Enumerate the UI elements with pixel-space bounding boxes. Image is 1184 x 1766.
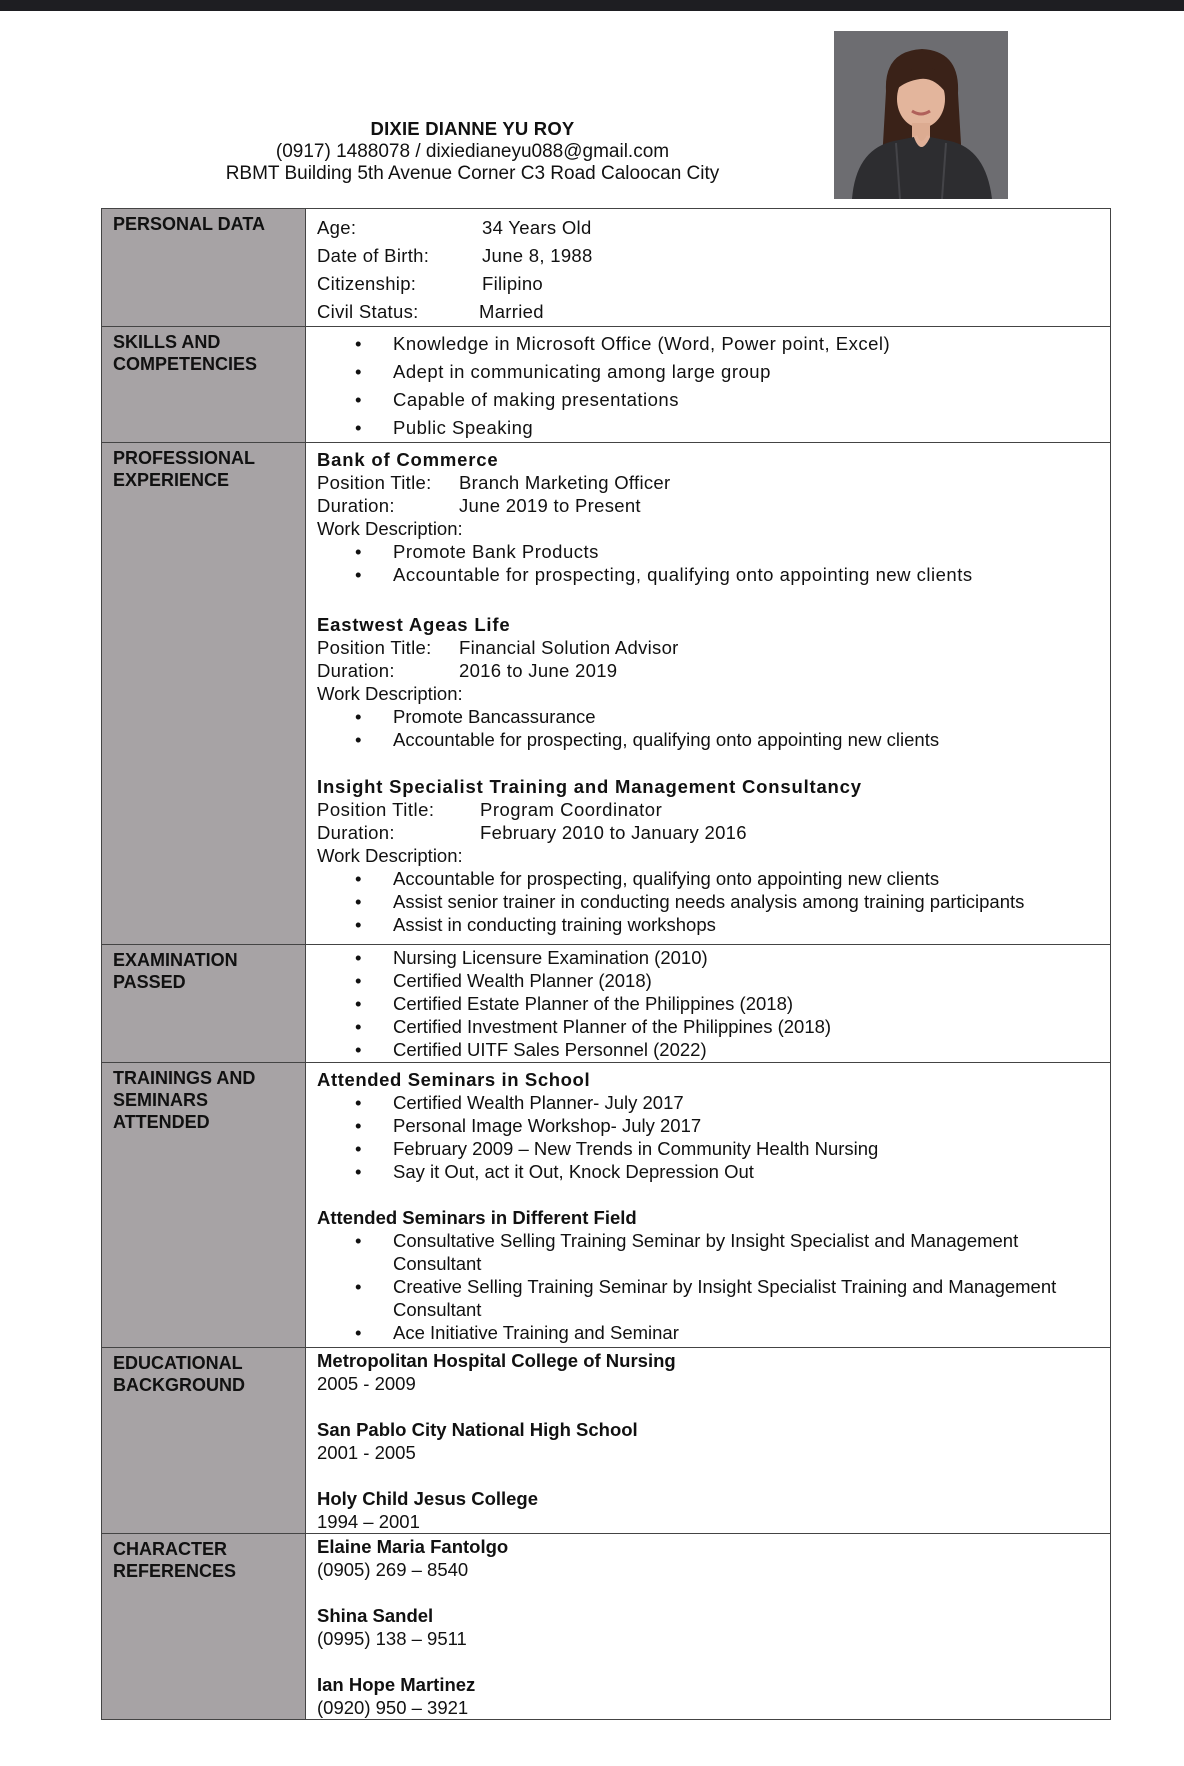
field-key: Age:: [317, 217, 357, 238]
job-duration: 2016 to June 2019: [459, 660, 618, 681]
reference-phone: (0920) 950 – 3921: [317, 1697, 469, 1718]
school-years: 2005 - 2009: [317, 1373, 416, 1394]
field-key: Duration:: [317, 495, 395, 516]
company-name: Eastwest Ageas Life: [317, 614, 511, 635]
section-label: [102, 1534, 306, 1720]
list-item: • Creative Selling Training Seminar by Insight Specialist Training and Management Consultant: [317, 1275, 1100, 1321]
company-name: Bank of Commerce: [317, 449, 499, 470]
field-key: Duration:: [317, 822, 395, 843]
label-line: TRAININGS AND: [113, 1068, 256, 1088]
field-key: Date of Birth:: [317, 245, 430, 266]
label-line: SKILLS AND: [113, 332, 221, 352]
list-item: • Certified Wealth Planner (2018): [317, 969, 1100, 992]
list-item: • Certified Wealth Planner- July 2017: [317, 1091, 1100, 1114]
list-item: • Consultative Selling Training Seminar by Insight Specialist and Management Consultant: [317, 1229, 1100, 1275]
list-item: • Accountable for prospecting, qualifying onto appointing new clients: [317, 867, 1100, 890]
label-line: PERSONAL DATA: [113, 214, 266, 234]
list-item: • Certified Investment Planner of the Philippines (2018): [317, 1015, 1100, 1038]
list-item: • Accountable for prospecting, qualifying onto appointing new clients: [317, 728, 1100, 751]
label-line: PASSED: [113, 972, 186, 992]
reference-name: Ian Hope Martinez: [317, 1674, 476, 1695]
reference-phone: (0905) 269 – 8540: [317, 1559, 469, 1580]
list-item: • Public Speaking: [317, 414, 1100, 442]
section-label: [102, 1348, 306, 1534]
field-row: [317, 494, 1100, 517]
section-trainings: [102, 1063, 1111, 1348]
label-line: REFERENCES: [113, 1561, 237, 1581]
applicant-name: DIXIE DIANNE YU ROY: [370, 118, 575, 139]
job-entry: [317, 448, 1100, 586]
section-label: [102, 1063, 306, 1348]
field-row: [317, 798, 1100, 821]
list-item: • Certified Estate Planner of the Philippines (2018): [317, 992, 1100, 1015]
section-references: [102, 1534, 1111, 1720]
section-content: [306, 1348, 1111, 1534]
profile-photo: [834, 31, 1008, 199]
job-duration: June 2019 to Present: [459, 495, 641, 516]
list-item: • Promote Bancassurance: [317, 705, 1100, 728]
field-key: Citizenship:: [317, 273, 417, 294]
resume-table: [101, 208, 1111, 1720]
list-item: • Knowledge in Microsoft Office (Word, Power point, Excel): [317, 330, 1100, 358]
label-line: EXPERIENCE: [113, 470, 230, 490]
section-exams: [102, 945, 1111, 1063]
list-item: • Assist in conducting training workshops: [317, 913, 1100, 936]
list-item: • Nursing Licensure Examination (2010): [317, 946, 1100, 969]
job-title: Program Coordinator: [480, 799, 663, 820]
top-bar: [0, 0, 1184, 11]
section-label: [102, 327, 306, 443]
reference-name: Elaine Maria Fantolgo: [317, 1536, 509, 1557]
address: RBMT Building 5th Avenue Corner C3 Road Caloocan City: [225, 163, 720, 184]
job-entry: [317, 775, 1100, 936]
portrait-image: [834, 31, 1008, 199]
section-experience: [102, 443, 1111, 945]
field-value: Married: [479, 301, 544, 322]
list-item: • Capable of making presentations: [317, 386, 1100, 414]
section-content: [306, 945, 1111, 1063]
work-description-label: Work Description:: [317, 518, 463, 539]
section-personal-data: [102, 209, 1111, 327]
field-key: Duration:: [317, 660, 395, 681]
school-name: Metropolitan Hospital College of Nursing: [317, 1350, 676, 1371]
field-key: Position Title:: [317, 472, 432, 493]
list-item: • Say it Out, act it Out, Knock Depression Out: [317, 1160, 1100, 1183]
field-value: 34 Years Old: [482, 217, 592, 238]
section-skills: [102, 327, 1111, 443]
list-item: • Certified UITF Sales Personnel (2022): [317, 1038, 1100, 1061]
company-name: Insight Specialist Training and Management Consultancy: [317, 776, 862, 797]
contact-info: (0917) 1488078 / dixiedianeyu088@gmail.com: [275, 140, 670, 162]
field-row: [317, 242, 1100, 270]
field-key: Civil Status:: [317, 301, 419, 322]
label-line: ATTENDED: [113, 1112, 210, 1132]
label-line: BACKGROUND: [113, 1375, 245, 1395]
school-name: Holy Child Jesus College: [317, 1488, 539, 1509]
seminar-list: [317, 1229, 1100, 1344]
work-description-label: Work Description:: [317, 845, 463, 866]
reference-name: Shina Sandel: [317, 1605, 434, 1626]
field-key: Position Title:: [317, 637, 432, 658]
section-education: [102, 1348, 1111, 1534]
subsection-heading: Attended Seminars in Different Field: [317, 1207, 637, 1228]
section-content: [306, 209, 1111, 327]
duty-list: [317, 540, 1100, 586]
section-content: [306, 443, 1111, 945]
label-line: SEMINARS: [113, 1090, 209, 1110]
reference-phone: (0995) 138 – 9511: [317, 1628, 467, 1649]
field-row: [317, 471, 1100, 494]
job-title: Branch Marketing Officer: [459, 472, 671, 493]
school-years: 1994 – 2001: [317, 1511, 420, 1532]
field-row: [317, 214, 1100, 242]
school-years: 2001 - 2005: [317, 1442, 416, 1463]
list-item: • February 2009 – New Trends in Community Health Nursing: [317, 1137, 1100, 1160]
section-label: [102, 945, 306, 1063]
list-item: • Accountable for prospecting, qualifying onto appointing new clients: [317, 563, 1100, 586]
section-content: [306, 1063, 1111, 1348]
school-name: San Pablo City National High School: [317, 1419, 638, 1440]
list-item: • Personal Image Workshop- July 2017: [317, 1114, 1100, 1137]
label-line: PROFESSIONAL: [113, 448, 256, 468]
field-row: [317, 659, 1100, 682]
list-item: • Assist senior trainer in conducting needs analysis among training participants: [317, 890, 1100, 913]
list-item: • Ace Initiative Training and Seminar: [317, 1321, 1100, 1344]
skills-list: [317, 330, 1100, 442]
job-entry: [317, 613, 1100, 751]
field-row: [317, 270, 1100, 298]
label-line: EXAMINATION: [113, 950, 238, 970]
section-content: [306, 1534, 1111, 1720]
duty-list: [317, 705, 1100, 751]
field-key: Position Title:: [317, 799, 435, 820]
label-line: COMPETENCIES: [113, 354, 258, 374]
section-label: [102, 443, 306, 945]
field-row: [317, 636, 1100, 659]
duty-list: [317, 867, 1100, 936]
list-item: • Promote Bank Products: [317, 540, 1100, 563]
field-row: [317, 298, 1100, 326]
resume-header: [100, 118, 845, 186]
exam-list: [317, 946, 1100, 1061]
section-label: [102, 209, 306, 327]
field-value: June 8, 1988: [482, 245, 593, 266]
field-value: Filipino: [482, 273, 544, 294]
field-row: [317, 821, 1100, 844]
label-line: CHARACTER: [113, 1539, 227, 1559]
subsection-heading: Attended Seminars in School: [317, 1069, 591, 1090]
section-content: [306, 327, 1111, 443]
seminar-list: [317, 1091, 1100, 1183]
job-duration: February 2010 to January 2016: [480, 822, 747, 843]
list-item: • Adept in communicating among large group: [317, 358, 1100, 386]
job-title: Financial Solution Advisor: [459, 637, 679, 658]
work-description-label: Work Description:: [317, 683, 463, 704]
label-line: EDUCATIONAL: [113, 1353, 243, 1373]
